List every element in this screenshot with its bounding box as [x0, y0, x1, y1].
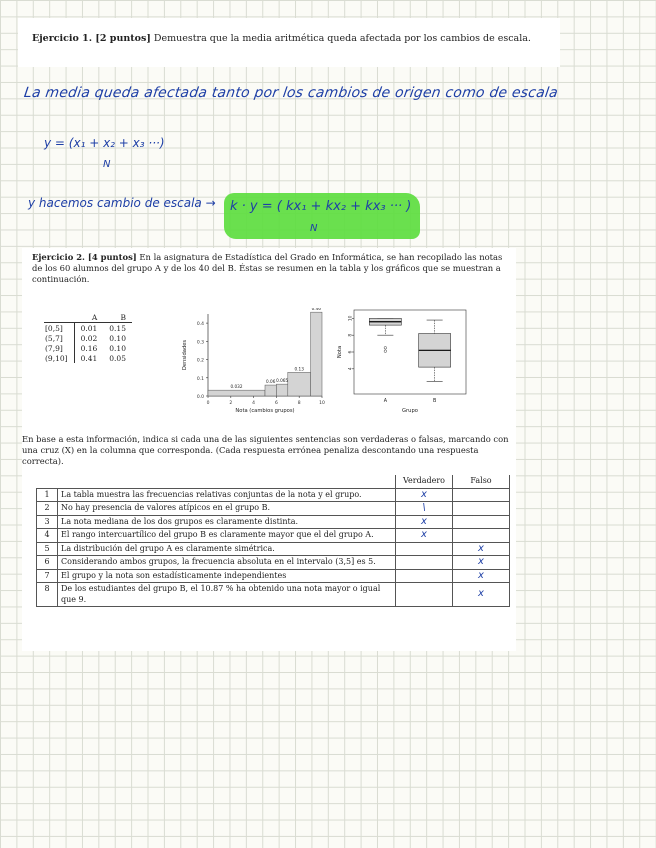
table-row	[37, 502, 510, 516]
y-tick-label: 0.3	[196, 340, 204, 346]
table-row	[37, 515, 510, 529]
histogram-bar	[208, 390, 265, 396]
false-checkbox[interactable]	[453, 556, 510, 570]
exercise-2-label: Ejercicio 2. [4 puntos]	[32, 252, 137, 262]
freq-interval: (7,9]	[44, 343, 74, 353]
header-true: Verdadero	[396, 475, 453, 488]
freq-a: 0.16	[80, 343, 98, 353]
category-label: A	[383, 399, 388, 404]
statement-number: 7	[37, 569, 58, 583]
statement-text: La tabla muestra las frecuencias relativas conjuntas de la nota y el grupo.	[58, 488, 396, 502]
y-tick-label: 10	[348, 315, 354, 322]
exercise-1-text: Demuestra que la media aritmética queda afectada por los cambios de escala.	[150, 33, 531, 44]
table-row	[37, 569, 510, 583]
outlier-point	[384, 347, 387, 350]
exercise-1-label: Ejercicio 1. [2 puntos]	[32, 33, 151, 44]
table-row	[37, 583, 510, 607]
bar-value-label: 0.032	[230, 384, 243, 390]
x-tick-label: 8	[297, 401, 301, 406]
true-checkbox[interactable]	[396, 556, 453, 570]
statement-text: La nota mediana de los dos grupos es claramente distinta.	[58, 515, 396, 529]
handwritten-formula-mean: y = (x₁ + x₂ + x₃ ···)	[44, 136, 165, 150]
freq-header-blank	[44, 312, 74, 323]
table-row	[44, 333, 132, 343]
false-checkbox[interactable]	[453, 569, 510, 583]
freq-interval: (5,7]	[44, 333, 74, 343]
true-checkbox[interactable]	[396, 515, 453, 529]
exercise-instructions: En base a esta información, indica si cada una de las siguientes sentencias son verdaderas o falsas, marcando con una cruz (X) en la columna que corresponda. (Cada respuesta errónea penaliza descontando una respuesta correcta).	[22, 434, 509, 466]
statement-text: No hay presencia de valores atípicos en el grupo B.	[58, 502, 396, 516]
histogram-bar	[288, 372, 311, 396]
bar-value-label: 0.46	[311, 308, 321, 312]
statement-text: La distribución del grupo A es claramente simétrica.	[58, 542, 396, 556]
table-row	[44, 323, 132, 334]
false-checkbox[interactable]	[453, 542, 510, 556]
true-false-table	[36, 475, 510, 607]
handwritten-mark: x	[421, 515, 427, 527]
statement-number: 3	[37, 515, 58, 529]
x-axis-label: Grupo	[402, 408, 418, 414]
exercise-1-card	[18, 18, 560, 67]
statement-text: De los estudiantes del grupo B, el 10.87 % ha obtenido una nota mayor o igual que 9.	[58, 583, 396, 607]
table-row	[44, 343, 132, 353]
handwritten-answer-line: La media queda afectada tanto por los cambios de origen como de escala	[22, 85, 559, 101]
handwritten-mark: x	[421, 488, 427, 500]
handwritten-mark: x	[478, 588, 484, 600]
outlier-point	[384, 350, 387, 353]
y-tick-label: 4	[348, 367, 354, 371]
handwritten-mark: \	[422, 502, 426, 513]
exercise-2-text: En la asignatura de Estadística del Grado en Informática, se han recopilado las notas de los 60 alumnos del grupo A y de los 40 del B. Éstas se resumen en la tabla y los gráficos que se muestran a continuación.	[32, 252, 503, 284]
y-tick-label: 8	[348, 333, 354, 337]
boxplot-chart	[336, 306, 470, 416]
x-tick-label: 6	[274, 401, 278, 406]
table-row	[44, 353, 132, 363]
statement-text: El rango intercuartílico del grupo B es claramente mayor que el del grupo A.	[58, 529, 396, 543]
table-row	[37, 542, 510, 556]
statement-number: 6	[37, 556, 58, 570]
false-checkbox[interactable]	[453, 502, 510, 516]
histogram-chart	[178, 308, 328, 416]
x-axis-label: Nota (cambios grupos)	[235, 408, 295, 414]
bar-value-label: 0.065	[276, 378, 289, 384]
handwritten-mark: x	[478, 542, 484, 554]
statement-number: 2	[37, 502, 58, 516]
histogram-bar	[311, 312, 322, 396]
freq-header-a: A	[74, 312, 103, 323]
y-tick-label: 0.4	[196, 322, 204, 328]
histogram-bar	[265, 385, 276, 396]
y-tick-label: 6	[348, 350, 354, 354]
y-axis-label: Nota	[337, 345, 343, 359]
freq-interval: (9,10]	[44, 353, 74, 363]
handwritten-formula-denominator: N	[103, 159, 111, 170]
y-tick-label: 0.0	[196, 395, 204, 400]
freq-header-b: B	[103, 312, 132, 323]
false-checkbox[interactable]	[453, 529, 510, 543]
statement-number: 1	[37, 488, 58, 502]
statement-text: El grupo y la nota son estadísticamente independientes	[58, 569, 396, 583]
x-tick-label: 4	[252, 401, 256, 406]
table-row	[37, 488, 510, 502]
freq-a: 0.02	[80, 333, 98, 343]
freq-b: 0.05	[109, 353, 126, 363]
handwritten-scale-change: y hacemos cambio de escala →	[28, 196, 216, 210]
statement-number: 5	[37, 542, 58, 556]
bar-value-label: 0.06	[266, 379, 276, 385]
handwritten-formula-scaled: k · y = ( kx₁ + kx₂ + kx₃ ··· )	[230, 199, 412, 214]
exercise-1-title	[32, 33, 531, 44]
freq-b: 0.10	[109, 343, 126, 353]
category-label: B	[432, 399, 437, 404]
true-checkbox[interactable]	[396, 542, 453, 556]
table-row	[37, 529, 510, 543]
header-blank	[37, 475, 58, 488]
freq-a: 0.01	[80, 323, 98, 333]
y-axis-label: Densidades	[182, 339, 188, 371]
x-tick-label: 0	[206, 401, 210, 406]
exercise-2-statement	[32, 252, 510, 285]
freq-a: 0.41	[80, 353, 98, 363]
header-false: Falso	[453, 475, 510, 488]
freq-interval: [0,5]	[44, 323, 74, 334]
false-checkbox[interactable]	[453, 583, 510, 607]
table-row	[37, 556, 510, 570]
y-tick-label: 0.1	[196, 376, 204, 382]
handwritten-mark: x	[478, 556, 484, 567]
bar-value-label: 0.13	[294, 366, 304, 372]
true-checkbox[interactable]	[396, 583, 453, 607]
statement-text: Considerando ambos grupos, la frecuencia absoluta en el intervalo (3,5] es 5.	[58, 556, 396, 570]
true-checkbox[interactable]	[396, 502, 453, 516]
handwritten-mark: x	[478, 569, 484, 581]
frequency-table	[44, 312, 132, 363]
handwritten-formula-scaled-denominator: N	[310, 223, 318, 234]
x-tick-label: 10	[319, 401, 325, 406]
false-checkbox[interactable]	[453, 488, 510, 502]
handwritten-mark: x	[421, 529, 427, 540]
x-tick-label: 2	[229, 401, 233, 406]
freq-b: 0.15	[109, 323, 126, 333]
histogram-bar	[276, 384, 287, 396]
statement-number: 4	[37, 529, 58, 543]
true-checkbox[interactable]	[396, 569, 453, 583]
y-tick-label: 0.2	[196, 358, 204, 364]
false-checkbox[interactable]	[453, 515, 510, 529]
true-checkbox[interactable]	[396, 529, 453, 543]
header-blank	[58, 475, 396, 488]
freq-b: 0.10	[109, 333, 126, 343]
true-checkbox[interactable]	[396, 488, 453, 502]
statement-number: 8	[37, 583, 58, 607]
